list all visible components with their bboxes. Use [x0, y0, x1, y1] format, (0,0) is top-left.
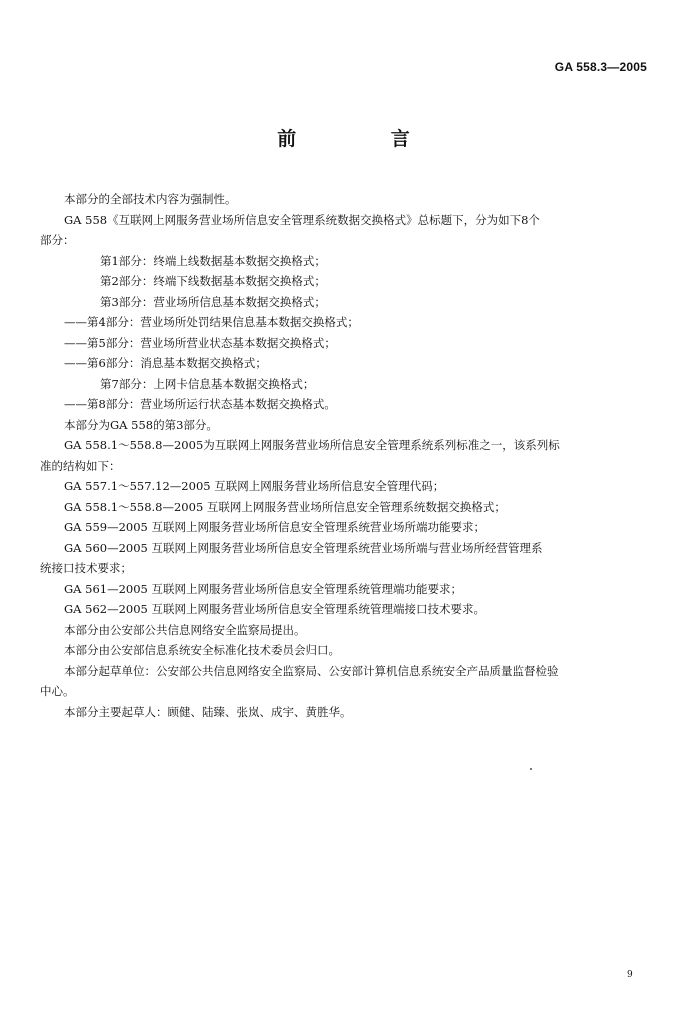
page-number: 9: [627, 970, 633, 980]
document-code: GA 558.3—2005: [554, 60, 647, 74]
list-item: 第1部分：终端上线数据基本数据交换格式；: [100, 253, 326, 268]
body-line: 统接口技术要求；: [40, 561, 132, 575]
list-item: 第2部分：终端下线数据基本数据交换格式；: [100, 274, 326, 288]
list-item: ——第4部分：营业场所处罚结果信息基本数据交换格式；: [64, 315, 359, 329]
scan-speck: [530, 768, 532, 770]
standard-item: GA 558.1～558.8—2005 互联网上网服务营业场所信息安全管理系统数据交换格式；: [64, 499, 506, 514]
standard-item: GA 560—2005 互联网上网服务营业场所信息安全管理系统营业场所端与营业场所经营管理系: [64, 540, 543, 555]
body-line: 部分：: [40, 233, 75, 247]
document-body: [40, 189, 652, 722]
list-item: ——第6部分：消息基本数据交换格式；: [64, 356, 267, 370]
standard-item: GA 557.1～557.12—2005 互联网上网服务营业场所信息安全管理代码；: [64, 479, 445, 493]
body-line: 本部分由公安部公共信息网络安全监察局提出。: [64, 622, 306, 637]
list-item: ——第8部分：营业场所运行状态基本数据交换格式。: [64, 397, 336, 411]
body-line: 中心。: [40, 684, 75, 698]
page-title: 前 言: [277, 128, 454, 150]
list-item: 第7部分：上网卡信息基本数据交换格式；: [100, 376, 315, 391]
body-line: 本部分的全部技术内容为强制性。: [64, 192, 237, 206]
standard-item: GA 562—2005 互联网上网服务营业场所信息安全管理系统管理端接口技术要求。: [64, 602, 486, 616]
body-line: 本部分由公安部信息系统安全标准化技术委员会归口。: [64, 643, 340, 657]
body-line: 本部分为GA 558的第3部分。: [64, 417, 218, 432]
body-line: GA 558《互联网上网服务营业场所信息安全管理系统数据交换格式》总标题下，分为如下8个: [64, 212, 540, 227]
list-item: 第3部分：营业场所信息基本数据交换格式；: [100, 294, 326, 309]
body-line: 本部分起草单位：公安部公共信息网络安全监察局、公安部计算机信息系统安全产品质量监督检验: [64, 663, 559, 678]
body-line: 本部分主要起草人：顾健、陆臻、张岚、成宇、黄胜华。: [64, 704, 352, 719]
standard-item: GA 559—2005 互联网上网服务营业场所信息安全管理系统营业场所端功能要求；: [64, 520, 486, 534]
body-line: 准的结构如下：: [40, 458, 121, 473]
standard-item: GA 561—2005 互联网上网服务营业场所信息安全管理系统管理端功能要求；: [64, 581, 463, 596]
list-item: ——第5部分：营业场所营业状态基本数据交换格式；: [64, 335, 336, 350]
body-line: GA 558.1～558.8—2005为互联网上网服务营业场所信息安全管理系统系列标准之一，该系列标: [64, 438, 560, 452]
